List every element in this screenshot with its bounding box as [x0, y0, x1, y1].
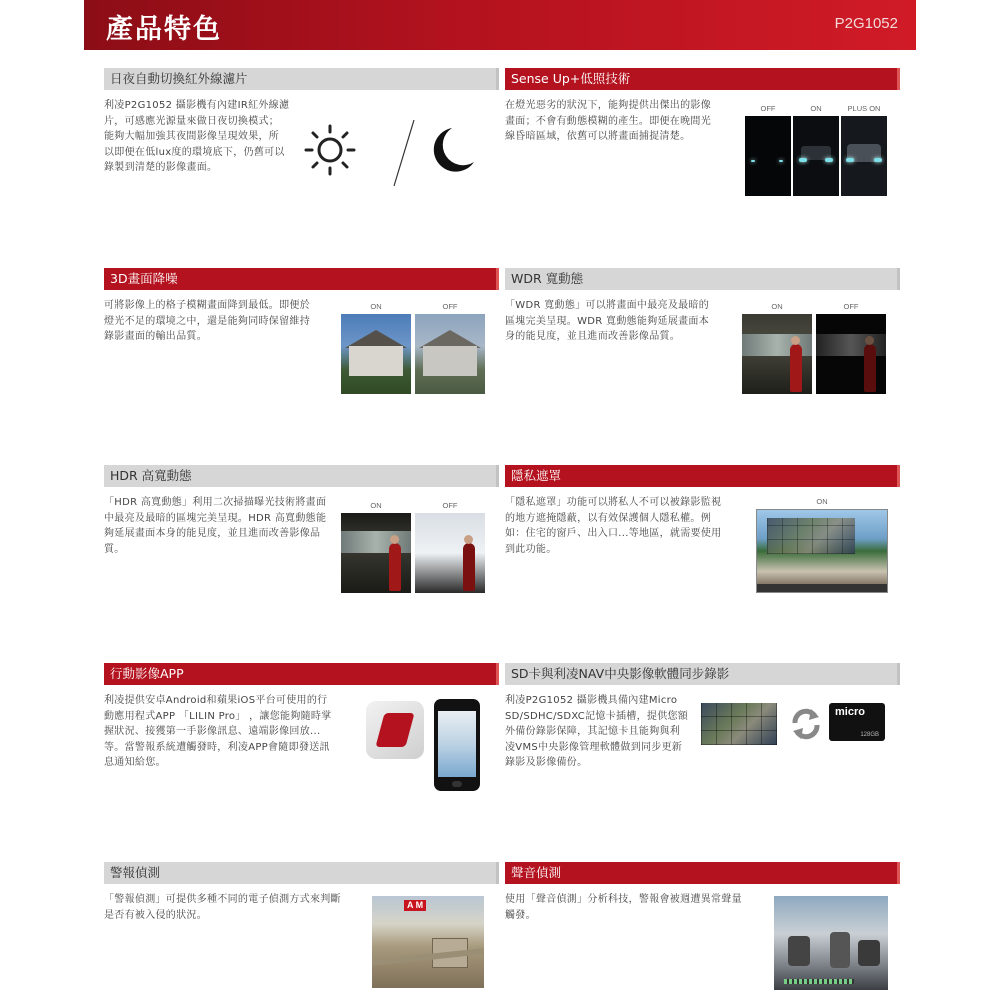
section-title: 日夜自動切換紅外線濾片	[104, 68, 499, 90]
alarm-scene-image	[372, 896, 484, 988]
section-sd-card	[505, 663, 900, 843]
wdr-off-image	[816, 314, 886, 394]
section-title: WDR 寬動態	[505, 268, 900, 290]
dnr-on-image	[341, 314, 411, 394]
section-audio-detection	[505, 862, 900, 1000]
label-off: OFF	[843, 302, 859, 311]
hdr-off-image	[415, 513, 485, 593]
vms-multiview-image	[701, 703, 777, 745]
section-alarm-detection	[104, 862, 499, 1000]
slash-divider	[394, 120, 414, 186]
section-title: HDR 高寬動態	[104, 465, 499, 487]
label-on: ON	[816, 497, 828, 506]
microsd-card-icon: micro 128GB	[829, 703, 885, 741]
section-wdr	[505, 268, 900, 448]
section-description: 可將影像上的格子模糊畫面降到最低。即便於 燈光不足的環境之中，還是能夠同時保留維持 錄影畫面的輸出品質。	[104, 300, 310, 342]
label-plus-on: PLUS ON	[847, 104, 881, 113]
page-title: 產品特色	[106, 14, 222, 45]
section-description: 「WDR 寬動態」可以將畫面中最亮及最暗的 區塊完美呈現。WDR 寬動態能夠延展畫面本 身的能見度，並且進而改善影像品質。	[505, 300, 710, 342]
privacy-mosaic-region	[767, 518, 855, 554]
moon-icon	[434, 128, 474, 172]
label-off: OFF	[442, 501, 458, 510]
section-day-night	[104, 68, 499, 248]
wdr-on-image	[742, 314, 812, 394]
smartphone-icon	[434, 699, 480, 791]
label-off: OFF	[442, 302, 458, 311]
section-description: 利凌P2G1052 攝影機有內建IR紅外線濾 片，可感應光源量來做日夜切換模式； 能夠大幅加強其夜間影像呈現效果，所 以即便在低lux度的環境底下，仍舊可以 錄製到清楚的影像畫面。	[104, 100, 290, 173]
section-title: 隱私遮罩	[505, 465, 900, 487]
section-description: 利凌P2G1052 攝影機具備內建Micro SD/SDHC/SDXC記憶卡插槽，提供您額 外備份錄影保障，其記憶卡且能夠與利 凌VMS中央影像管理軟體做到同步更新 錄影及影像備份。	[505, 695, 689, 768]
section-description: 利凌提供安卓Android和蘋果iOS平台可使用的行 動應用程式APP 「LILIN Pro」 ，讓您能夠隨時掌 握狀況、接獲第一手影像訊息、遠端影像回放... 等。當警報系統遭觸發時，利凌APP會隨即發送訊 息通知給您。	[104, 695, 332, 768]
section-sense-up	[505, 68, 900, 248]
section-privacy-mask	[505, 465, 900, 645]
section-title: 警報偵測	[104, 862, 499, 884]
section-title: 行動影像APP	[104, 663, 499, 685]
dnr-off-image	[415, 314, 485, 394]
label-on: ON	[810, 104, 822, 113]
section-title: SD卡與利凌NAV中央影像軟體同步錄影	[505, 663, 900, 685]
section-title: 聲音偵測	[505, 862, 900, 884]
sync-icon	[787, 705, 825, 743]
section-3d-dnr	[104, 268, 499, 448]
section-description: 使用「聲音偵測」分析科技，警報會被週遭異常聲量 觸發。	[505, 894, 742, 921]
alarm-tag: A M	[404, 900, 426, 911]
sense-on-image	[793, 116, 839, 196]
section-description: 在燈光惡劣的狀況下，能夠提供出傑出的影像 畫面；不會有動態模糊的產生。即便在晚間光 線昏暗區域，依舊可以將畫面捕捉清楚。	[505, 100, 711, 142]
hdr-on-image	[341, 513, 411, 593]
sense-off-image	[745, 116, 791, 196]
section-title: 3D畫面降噪	[104, 268, 499, 290]
sun-icon	[306, 126, 354, 174]
section-title: Sense Up+低照技術	[505, 68, 900, 90]
sun-moon-illustration	[302, 116, 482, 192]
privacy-mask-image	[756, 509, 888, 593]
section-description: 「HDR 高寬動態」利用二次掃描曝光技術將畫面 中最亮及最暗的區塊完美呈現。HDR 高寬動態能 夠延展畫面本身的能見度，並且進而改善影像品 質。	[104, 497, 327, 555]
label-on: ON	[370, 302, 382, 311]
label-on: ON	[771, 302, 783, 311]
label-on: ON	[370, 501, 382, 510]
section-hdr	[104, 465, 499, 645]
section-description: 「隱私遮罩」功能可以將私人不可以被錄影監視 的地方遮掩隱蔽，以有效保護個人隱私權。例 如：住宅的窗戶、出入口...等地區，就需要使用 到此功能。	[505, 497, 722, 555]
sense-plus-on-image	[841, 116, 887, 196]
lilin-app-icon	[366, 701, 424, 759]
header-banner	[84, 0, 916, 50]
section-description: 「警報偵測」可提供多種不同的電子偵測方式來判斷 是否有被入侵的狀況。	[104, 894, 341, 921]
audio-scene-image	[774, 896, 888, 990]
label-off: OFF	[760, 104, 776, 113]
model-number: P2G1052	[834, 15, 898, 32]
section-mobile-app	[104, 663, 499, 843]
